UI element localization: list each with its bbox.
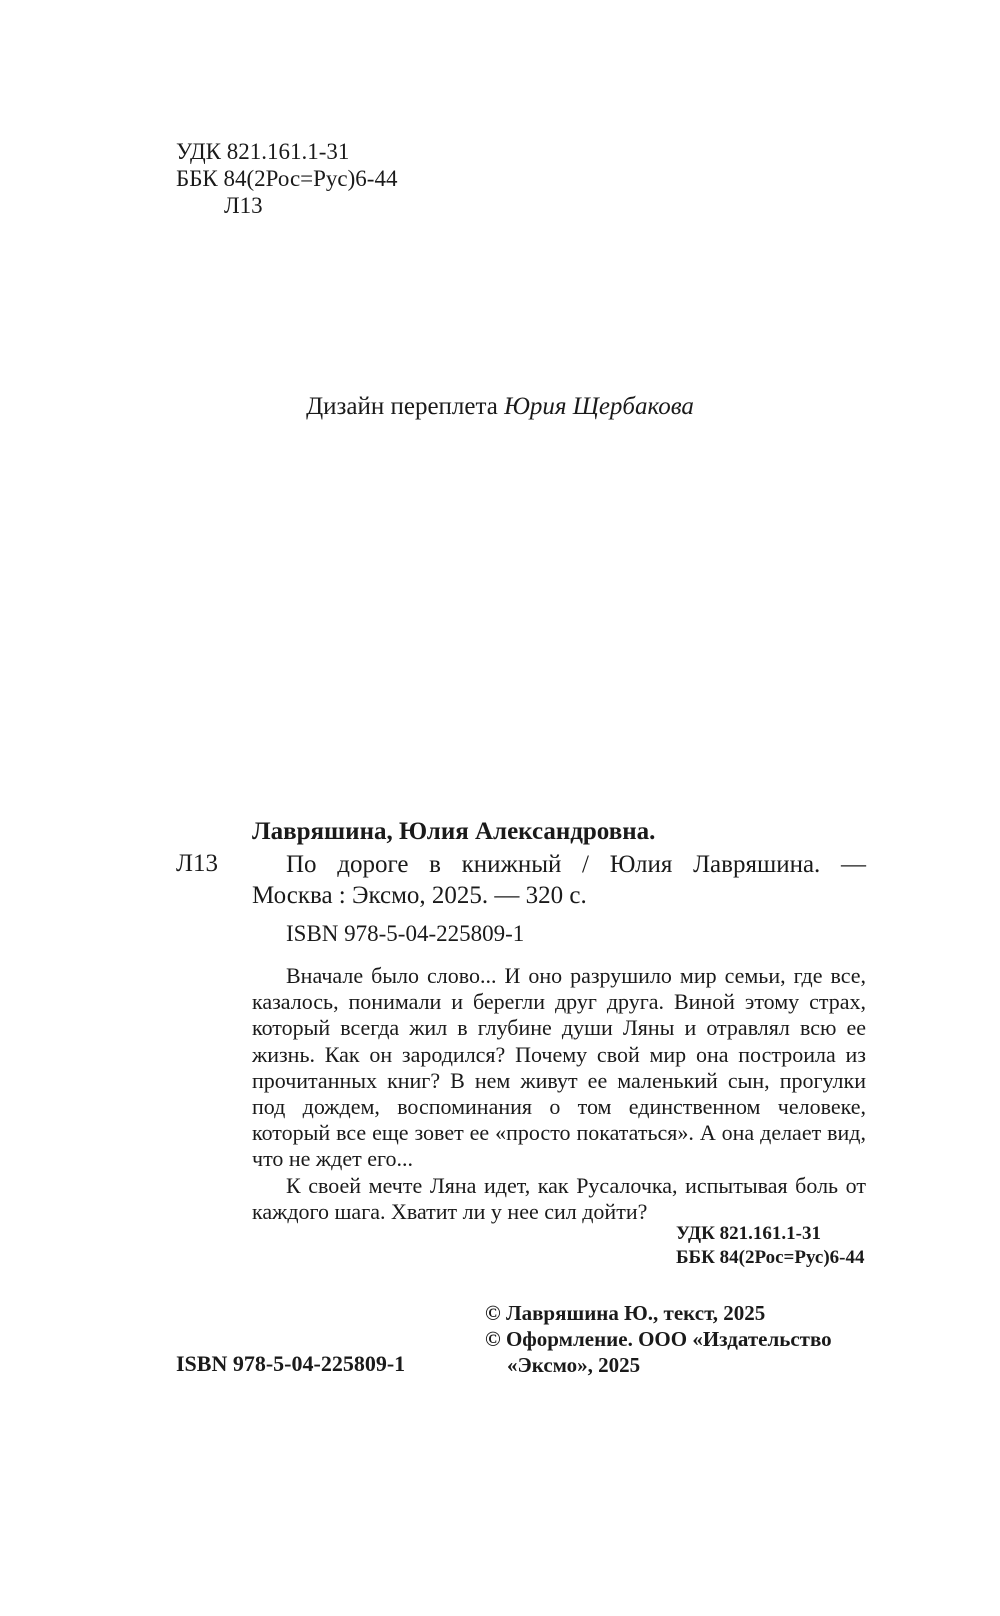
- footer-isbn: ISBN 978-5-04-225809-1: [176, 1351, 406, 1376]
- copyright-design-line1: © Оформление. ООО «Издательство: [485, 1327, 832, 1351]
- card-title-line1: По дороге в книжный / Юлия Лавряшина. —: [286, 851, 866, 878]
- copyright-block: [485, 1300, 832, 1378]
- card-author-code: Л13: [176, 850, 218, 877]
- top-author-code: Л13: [224, 193, 263, 218]
- card-title-line2: Москва : Эксмо, 2025. — 320 с.: [252, 882, 587, 909]
- card-isbn: ISBN 978-5-04-225809-1: [286, 921, 525, 946]
- card-title: [252, 849, 866, 911]
- top-classification: [176, 138, 397, 219]
- copyright-design-line2: «Эксмо», 2025: [507, 1353, 641, 1377]
- card-bbk: ББК 84(2Рос=Рус)6-44: [676, 1247, 865, 1268]
- top-udk: УДК 821.161.1-31: [176, 139, 350, 164]
- annotation-paragraph-2: К своей мечте Ляна идет, как Русалочка, испытывая боль от каждого шага. Хватит ли у нее сил дойти?: [252, 1172, 866, 1224]
- design-credit-designer: Юрия Щербакова: [504, 393, 694, 420]
- design-credit-prefix: Дизайн переплета: [306, 393, 505, 420]
- copyright-text: © Лавряшина Ю., текст, 2025: [485, 1301, 766, 1325]
- card-author: Лавряшина, Юлия Александровна.: [252, 818, 656, 845]
- card-udk: УДК 821.161.1-31: [676, 1223, 821, 1244]
- card-classification: [676, 1222, 864, 1270]
- top-bbk: ББК 84(2Рос=Рус)6-44: [176, 166, 398, 191]
- annotation-paragraph-1: Вначале было слово... И оно разрушило мир семьи, где все, казалось, понимали и берегли друг друга. Виной этому страх, который всегда жил в глубине души Ляны и отравлял всю ее жизнь. Как он зародился? Почему свой мир она построила из прочитанных книг? В нем живут ее маленький сын, прогулки под дождем, воспоминания о том единственном человеке, который все еще зовет ее «просто покататься». А она делает вид, что не ждет его...: [252, 963, 866, 1172]
- card-annotation: [252, 963, 866, 1225]
- design-credit: [0, 392, 1000, 422]
